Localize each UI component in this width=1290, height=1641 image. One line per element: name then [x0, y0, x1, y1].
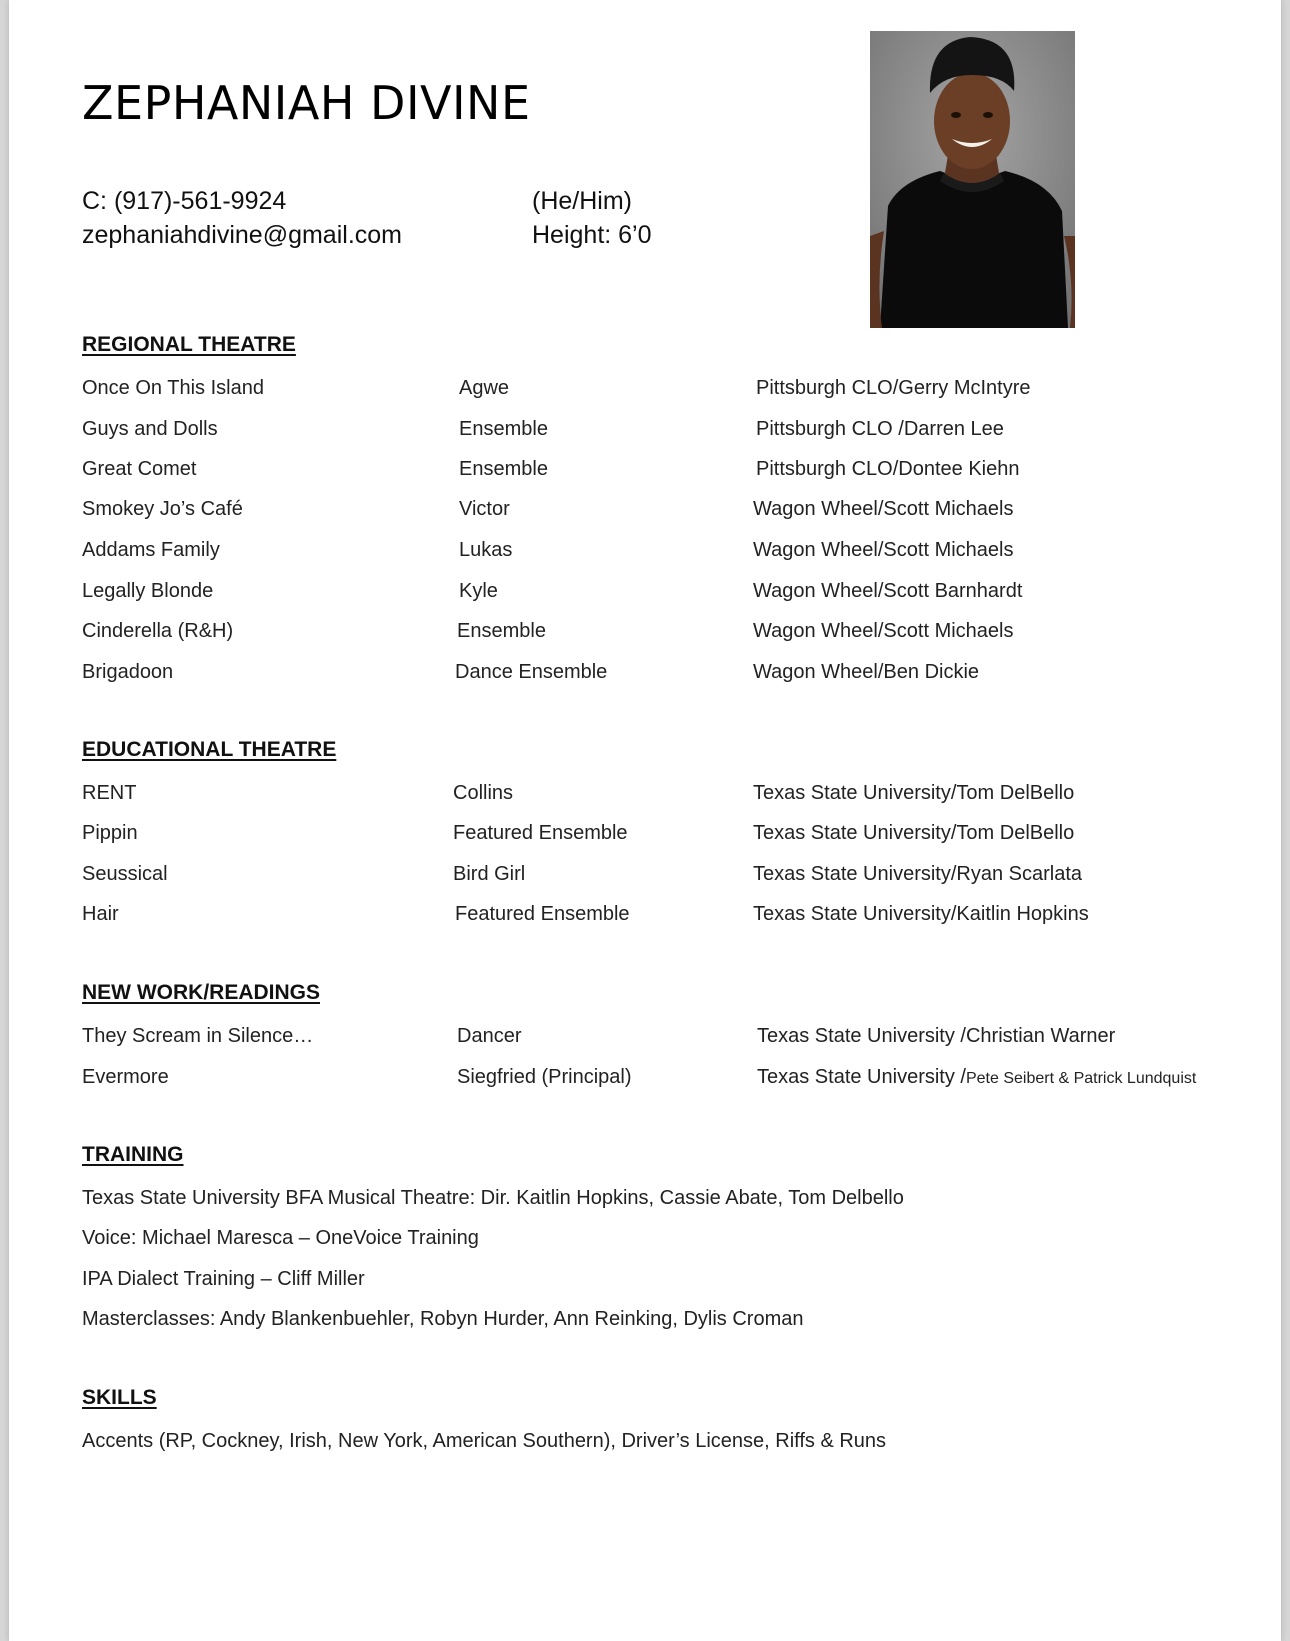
section-title-educational-theatre: EDUCATIONAL THEATRE [82, 738, 337, 761]
credit-role: Kyle [459, 580, 498, 602]
credit-role: Siegfried (Principal) [457, 1066, 632, 1088]
credit-role: Agwe [459, 377, 510, 399]
credit-role: Victor [459, 498, 510, 520]
height: Height: 6’0 [532, 221, 652, 249]
training-line: Texas State University BFA Musical Theatre: Dir. Kaitlin Hopkins, Cassie Abate, Tom Delbello [82, 1187, 904, 1209]
actor-name: ZEPHANIAH DIVINE [82, 76, 531, 130]
email-address: zephaniahdivine@gmail.com [82, 221, 402, 249]
credit-venue: Pittsburgh CLO/Gerry McIntyre [756, 377, 1031, 399]
credit-venue: Texas State University /Christian Warner [757, 1025, 1116, 1047]
credit-venue: Wagon Wheel/Scott Barnhardt [753, 580, 1023, 602]
credit-show: Legally Blonde [82, 580, 214, 602]
credit-role: Lukas [459, 539, 513, 561]
credit-show: They Scream in Silence… [82, 1025, 314, 1047]
credit-role: Collins [453, 782, 514, 804]
section-title-skills: SKILLS [82, 1386, 157, 1409]
credit-role: Ensemble [459, 458, 548, 480]
credit-venue: Pittsburgh CLO /Darren Lee [756, 418, 1004, 440]
credit-venue: Texas State University/Tom DelBello [753, 782, 1075, 804]
training-line: Masterclasses: Andy Blankenbuehler, Robyn Hurder, Ann Reinking, Dylis Croman [82, 1308, 804, 1330]
credit-venue [757, 1066, 1196, 1089]
credit-show: RENT [82, 782, 137, 804]
credit-venue-directors: Pete Seibert & Patrick Lundquist [965, 1070, 1197, 1087]
credit-show: Hair [82, 903, 119, 925]
credit-show: Smokey Jo’s Café [82, 498, 243, 520]
section-title-regional-theatre: REGIONAL THEATRE [82, 333, 296, 356]
credit-show: Once On This Island [82, 377, 264, 399]
credit-venue: Wagon Wheel/Scott Michaels [753, 620, 1014, 642]
credit-venue: Texas State University/Tom DelBello [753, 822, 1075, 844]
credit-show: Addams Family [82, 539, 220, 561]
credit-show: Evermore [82, 1066, 169, 1088]
credit-venue: Texas State University/Kaitlin Hopkins [753, 903, 1089, 925]
credit-role: Dance Ensemble [455, 661, 608, 683]
credit-venue: Texas State University/Ryan Scarlata [753, 863, 1083, 885]
credit-venue: Wagon Wheel/Scott Michaels [753, 498, 1014, 520]
credit-venue: Pittsburgh CLO/Dontee Kiehn [756, 458, 1020, 480]
credit-role: Ensemble [457, 620, 546, 642]
credit-show: Brigadoon [82, 661, 174, 683]
pronouns: (He/Him) [532, 187, 632, 215]
credit-role: Bird Girl [453, 863, 526, 885]
credit-show: Guys and Dolls [82, 418, 218, 440]
credit-show: Seussical [82, 863, 168, 885]
credit-venue: Wagon Wheel/Scott Michaels [753, 539, 1014, 561]
section-title-training: TRAINING [82, 1143, 184, 1166]
credit-role: Dancer [457, 1025, 522, 1047]
credit-role: Ensemble [459, 418, 548, 440]
training-line: IPA Dialect Training – Cliff Miller [82, 1268, 365, 1290]
training-line: Voice: Michael Maresca – OneVoice Training [82, 1227, 479, 1249]
credit-role: Featured Ensemble [453, 822, 628, 844]
phone-number: C: (917)-561-9924 [82, 187, 287, 215]
headshot-image [870, 31, 1075, 328]
resume-page [9, 0, 1281, 1641]
section-title-new-work-readings: NEW WORK/READINGS [82, 981, 320, 1004]
credit-role: Featured Ensemble [455, 903, 630, 925]
credit-venue: Wagon Wheel/Ben Dickie [753, 661, 980, 683]
skills-line: Accents (RP, Cockney, Irish, New York, American Southern), Driver’s License, Riffs & Runs [82, 1430, 887, 1452]
credit-show: Great Comet [82, 458, 197, 480]
credit-show: Cinderella (R&H) [82, 620, 234, 642]
headshot-photo [870, 31, 1075, 328]
credit-show: Pippin [82, 822, 138, 844]
credit-venue-main: Texas State University / [757, 1066, 966, 1088]
